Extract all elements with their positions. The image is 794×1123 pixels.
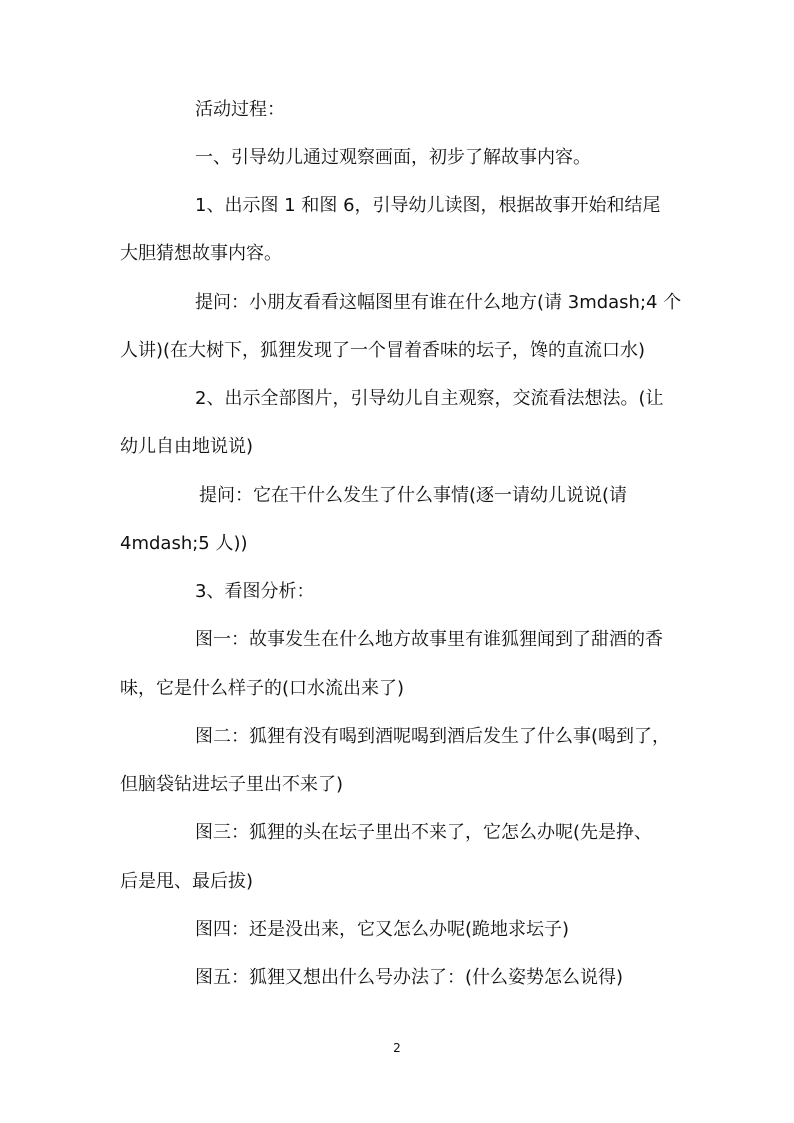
picture-two-line-1: 图二：狐狸有没有喝到酒呢喝到酒后发生了什么事(喝到了， xyxy=(195,726,671,747)
step-one-line-1: 1、出示图 1 和图 6，引导幼儿读图，根据故事开始和结尾 xyxy=(195,195,661,216)
picture-three-line-2: 后是甩、最后拔) xyxy=(120,871,254,892)
page-number: 2 xyxy=(393,1041,401,1055)
picture-three-line-1: 图三：狐狸的头在坛子里出不来了，它怎么办呢(先是挣、 xyxy=(195,822,653,843)
question-two-line-2: 4mdash;5 人)) xyxy=(120,533,248,554)
question-two-line-1: 提问：它在干什么发生了什么事情(逐一请幼儿说说(请 xyxy=(199,485,628,506)
picture-one-line-2: 味，它是什么样子的(口水流出来了) xyxy=(120,678,405,699)
picture-one-line-1: 图一：故事发生在什么地方故事里有谁狐狸闻到了甜酒的香 xyxy=(195,629,663,650)
picture-four-line: 图四：还是没出来，它又怎么办呢(跪地求坛子) xyxy=(195,919,570,940)
step-two-line-1: 2、出示全部图片，引导幼儿自主观察，交流看法想法。(让 xyxy=(195,388,664,409)
question-one-line-1: 提问：小朋友看看这幅图里有谁在什么地方(请 3mdash;4 个 xyxy=(195,292,682,313)
step-one-line-2: 大胆猜想故事内容。 xyxy=(120,243,282,264)
picture-five-line: 图五：狐狸又想出什么号办法了：(什么姿势怎么说得) xyxy=(195,967,624,988)
section-one-heading: 一、引导幼儿通过观察画面，初步了解故事内容。 xyxy=(195,147,591,168)
activity-process-heading: 活动过程： xyxy=(195,99,285,120)
step-two-line-2: 幼儿自由地说说) xyxy=(120,436,254,457)
step-three-heading: 3、看图分析： xyxy=(195,581,315,602)
picture-two-line-2: 但脑袋钻进坛子里出不来了) xyxy=(120,774,344,795)
question-one-line-2: 人讲)(在大树下，狐狸发现了一个冒着香味的坛子，馋的直流口水) xyxy=(120,340,646,361)
